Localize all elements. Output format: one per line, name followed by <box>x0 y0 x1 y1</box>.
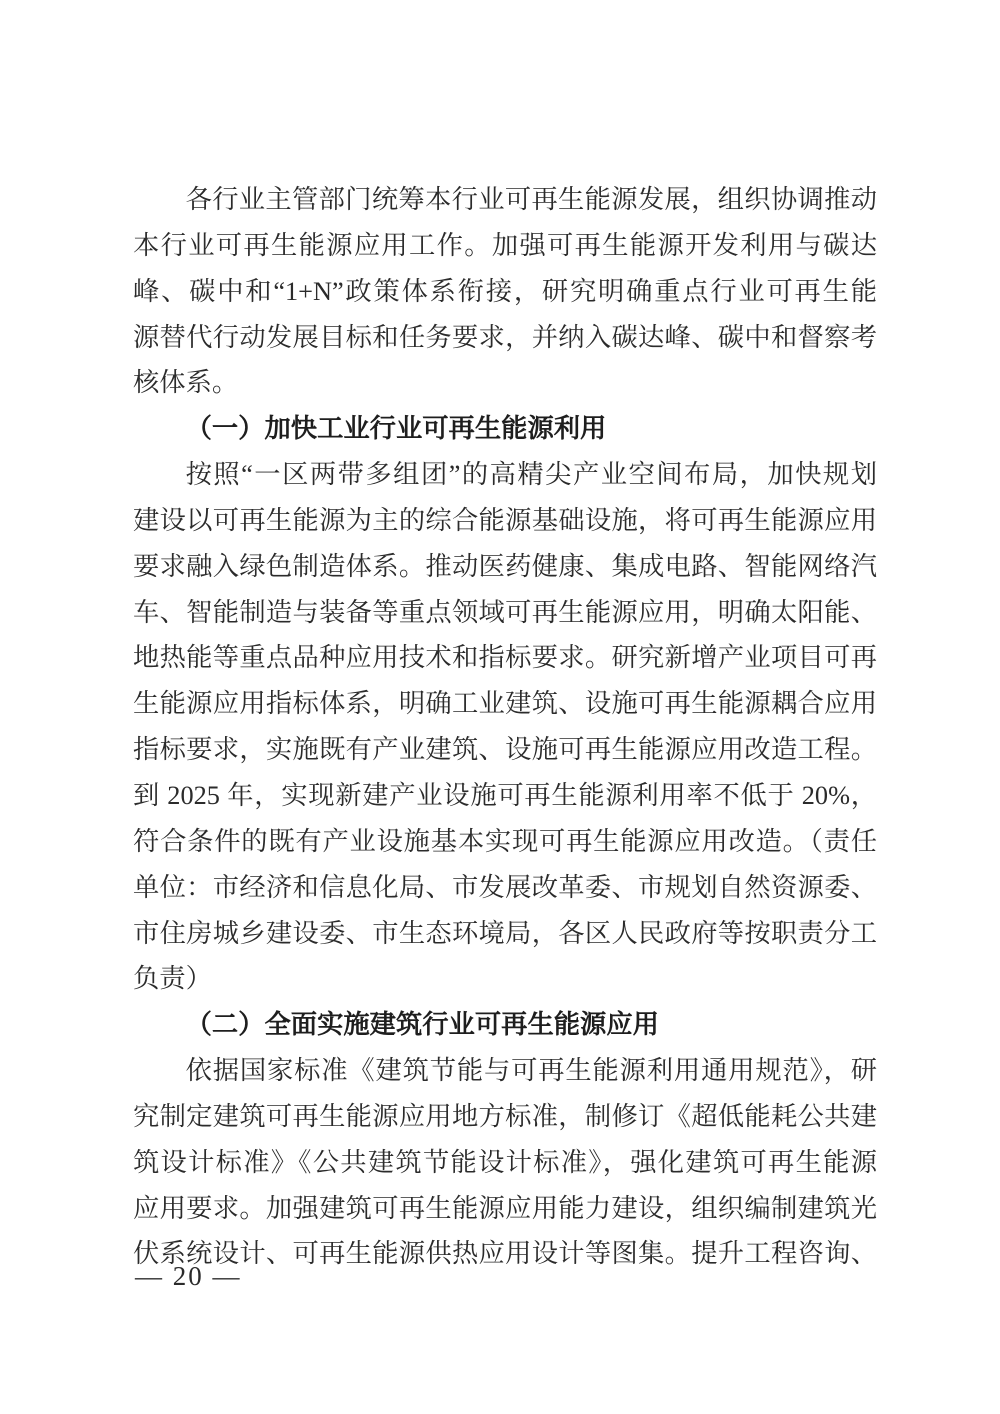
text-line: 指标要求，实施既有产业建筑、设施可再生能源应用改造工程。 <box>133 735 877 765</box>
text-line: 依据国家标准《建筑节能与可再生能源利用通用规范》，研 <box>185 1056 877 1086</box>
document-body <box>133 177 877 1277</box>
section-heading: （二）全面实施建筑行业可再生能源应用 <box>185 1010 659 1040</box>
text-line: 负责） <box>133 964 212 994</box>
text-line: 各行业主管部门统筹本行业可再生能源发展，组织协调推动 <box>185 185 877 214</box>
text-line: 峰、碳中和“1+N”政策体系衔接，研究明确重点行业可再生能 <box>133 276 877 306</box>
text-line: 伏系统设计、可再生能源供热应用设计等图集。提升工程咨询、 <box>133 1239 877 1269</box>
text-line: 源替代行动发展目标和任务要求，并纳入碳达峰、碳中和督察考 <box>133 322 877 352</box>
text-line: 符合条件的既有产业设施基本实现可再生能源应用改造。（责任 <box>133 826 877 856</box>
text-line: 市住房城乡建设委、市生态环境局，各区人民政府等按职责分工 <box>133 918 877 948</box>
text-line: 生能源应用指标体系，明确工业建筑、设施可再生能源耦合应用 <box>133 689 877 719</box>
text-line: 究制定建筑可再生能源应用地方标准，制修订《超低能耗公共建 <box>133 1101 877 1131</box>
page-number: — 20 — <box>135 1261 242 1291</box>
text-line: 要求融入绿色制造体系。推动医药健康、集成电路、智能网络汽 <box>133 551 877 581</box>
text-line: 地热能等重点品种应用技术和指标要求。研究新增产业项目可再 <box>133 643 877 673</box>
text-line: 车、智能制造与装备等重点领域可再生能源应用，明确太阳能、 <box>133 597 877 627</box>
text-line: 核体系。 <box>133 368 239 398</box>
text-line: 建设以可再生能源为主的综合能源基础设施，将可再生能源应用 <box>133 505 877 535</box>
text-line: 到 2025 年，实现新建产业设施可再生能源利用率不低于 20%， <box>133 780 877 810</box>
text-line: 筑设计标准》《公共建筑节能设计标准》，强化建筑可再生能源 <box>133 1147 877 1177</box>
text-line: 按照“一区两带多组团”的高精尖产业空间布局，加快规划 <box>185 460 877 490</box>
text-line: 单位：市经济和信息化局、市发展改革委、市规划自然资源委、 <box>133 872 877 902</box>
section-heading: （一）加快工业行业可再生能源利用 <box>185 414 607 444</box>
text-line: 应用要求。加强建筑可再生能源应用能力建设，组织编制建筑光 <box>133 1193 877 1223</box>
text-line: 本行业可再生能源应用工作。加强可再生能源开发利用与碳达 <box>133 230 877 260</box>
